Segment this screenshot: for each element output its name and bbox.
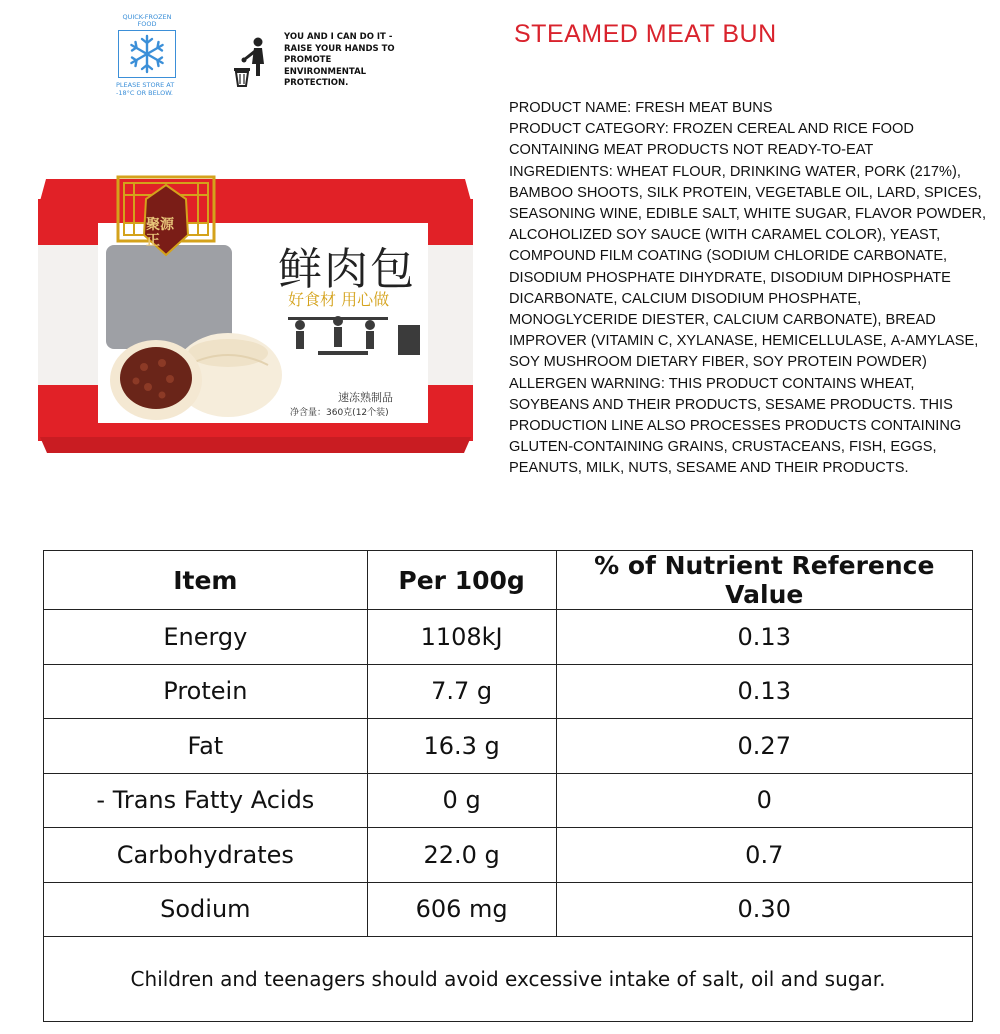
frozen-food-badge [116,14,178,97]
table-header-row [44,551,973,610]
nutrition-table [43,550,973,1022]
row-per-100g: 22.0 g [367,828,556,883]
environmental-badge [232,32,422,92]
product-description [509,98,989,480]
package-brand: 聚源正 [146,217,174,249]
row-nrv: 0.7 [556,828,972,883]
package-brand-seal [146,201,184,265]
package-title: 鲜肉包 [278,244,416,295]
row-per-100g: 606 mg [367,882,556,937]
row-item: Sodium [44,882,368,937]
frozen-badge-bottom-text: PLEASE STORE AT -18°C OR BELOW. [116,81,175,97]
row-per-100g: 16.3 g [367,719,556,774]
allergen-warning-line: ALLERGEN WARNING: THIS PRODUCT CONTAINS WHEAT, SOYBEANS AND THEIR PRODUCTS, SESAME PRODUCTS. THIS PRODUCTION LINE ALSO PROCESSES PRODUCTS CONTAINING GLUTEN-CONTAINING GRAINS, CRUSTACEANS, FISH, EGGS, PEANUTS, MILK, NUTS, SESAME AND THEIR PRODUCTS. [509,375,962,477]
package-category: 速冻熟制品 [338,391,393,404]
row-item: Fat [44,719,368,774]
table-row [44,882,973,937]
row-per-100g: 7.7 g [367,664,556,719]
snowflake-icon [118,30,176,78]
row-nrv: 0 [556,773,972,828]
ingredients-line: INGREDIENTS: WHEAT FLOUR, DRINKING WATER, PORK (217%), BAMBOO SHOOTS, SILK PROTEIN, VEGETABLE OIL, LARD, SPICES, SEASONING WINE, EDIBLE SALT, WHITE SUGAR, FLAVOR POWDER, ALCOHOLIZED SOY SAUCE (WITH CARAMEL COLOR), YEAST, COMPOUND FILM COATING (SODIUM CHLORIDE CARBONATE, DISODIUM PHOSPHATE DIHYDRATE, DISODIUM DIPHOSPHATE DICARBONATE, CALCIUM DISODIUM PHOSPHATE, MONOGLYCERIDE DIESTER, CALCIUM CARBONATE), BREAD IMPROVER (VITAMIN C, XYLANASE, HEMICELLULASE, Α-AMYLASE, SOY MUSHROOM DIETARY FIBER, SOY PROTEIN POWDER) [509,163,987,371]
row-item: Energy [44,610,368,665]
table-row [44,719,973,774]
nutrition-note: Children and teenagers should avoid excessive intake of salt, oil and sugar. [44,937,973,1022]
row-nrv: 0.13 [556,610,972,665]
product-package-image [38,175,473,455]
product-category-line: PRODUCT CATEGORY: FROZEN CEREAL AND RICE FOOD CONTAINING MEAT PRODUCTS NOT READY-TO-EAT [509,121,914,159]
header-item: Item [44,551,368,610]
frozen-badge-top-text: QUICK-FROZEN FOOD [122,13,172,28]
table-note-row [44,937,973,1022]
header-per-100g: Per 100g [367,551,556,610]
row-item: Protein [44,664,368,719]
table-row [44,773,973,828]
product-name-line: PRODUCT NAME: FRESH MEAT BUNS [509,100,773,116]
row-per-100g: 0 g [367,773,556,828]
row-per-100g: 1108kJ [367,610,556,665]
product-title: STEAMED MEAT BUN [514,20,777,48]
header-nrv: % of Nutrient Reference Value [556,551,972,610]
row-nrv: 0.30 [556,882,972,937]
package-artwork [38,175,473,455]
table-row [44,828,973,883]
table-row [44,664,973,719]
row-item: Carbohydrates [44,828,368,883]
package-slogan: 好食材 用心做 [288,290,390,309]
package-weight: 净含量：360克(12个装) [290,408,389,418]
trash-disposal-icon [232,36,272,88]
row-nrv: 0.13 [556,664,972,719]
row-item: - Trans Fatty Acids [44,773,368,828]
row-nrv: 0.27 [556,719,972,774]
environmental-text: YOU AND I CAN DO IT - RAISE YOUR HANDS TO PROMOTE ENVIRONMENTAL PROTECTION. [284,32,395,88]
table-row [44,610,973,665]
